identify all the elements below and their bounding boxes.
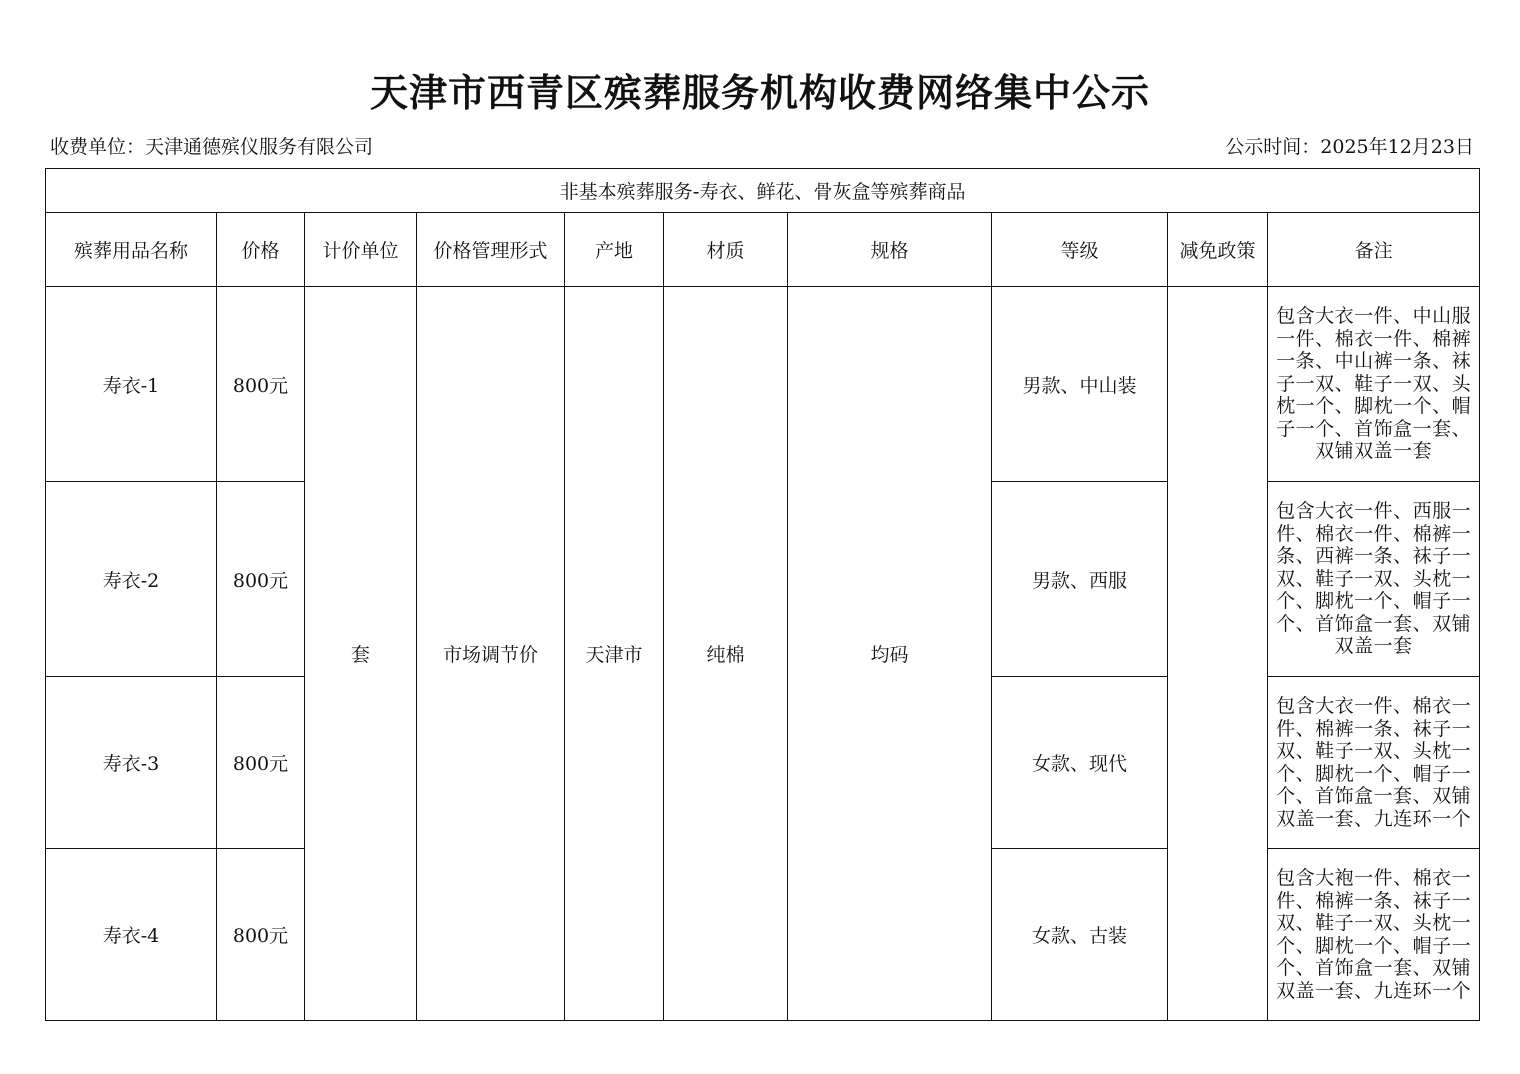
header-cell: 材质 xyxy=(664,213,788,287)
price-form-cell: 市场调节价 xyxy=(417,287,565,1021)
note-cell: 包含大衣一件、中山服一件、棉衣一件、棉裤一条、中山裤一条、袜子一双、鞋子一双、头枕一个、脚枕一个、帽子一个、首饰盒一套、双铺双盖一套 xyxy=(1268,287,1480,482)
fee-table xyxy=(45,168,1480,1021)
section-title: 非基本殡葬服务-寿衣、鲜花、骨灰盒等殡葬商品 xyxy=(46,169,1480,213)
policy-cell xyxy=(1168,287,1268,1021)
price-cell: 800元 xyxy=(217,849,305,1021)
header-cell: 计价单位 xyxy=(305,213,417,287)
page-title: 天津市西青区殡葬服务机构收费网络集中公示 xyxy=(369,70,1150,115)
header-cell: 产地 xyxy=(565,213,664,287)
note-cell: 包含大衣一件、西服一件、棉衣一件、棉裤一条、西裤一条、袜子一双、鞋子一双、头枕一个、脚枕一个、帽子一个、首饰盒一套、双铺双盖一套 xyxy=(1268,482,1480,677)
note-cell: 包含大袍一件、棉衣一件、棉裤一条、袜子一双、鞋子一双、头枕一个、脚枕一个、帽子一个、首饰盒一套、双铺双盖一套、九连环一个 xyxy=(1268,849,1480,1021)
publish-time-value: 2025年12月23日 xyxy=(1320,136,1474,158)
item-name-cell: 寿衣-4 xyxy=(46,849,217,1021)
grade-cell: 男款、中山装 xyxy=(992,287,1168,482)
grade-cell: 女款、古装 xyxy=(992,849,1168,1021)
header-cell: 价格管理形式 xyxy=(417,213,565,287)
header-cell: 等级 xyxy=(992,213,1168,287)
publish-time xyxy=(1225,132,1474,159)
origin-cell: 天津市 xyxy=(565,287,664,1021)
pricing-unit-cell: 套 xyxy=(305,287,417,1021)
item-name-cell: 寿衣-2 xyxy=(46,482,217,677)
charging-unit xyxy=(50,132,373,159)
price-cell: 800元 xyxy=(217,287,305,482)
header-cell: 规格 xyxy=(788,213,992,287)
grade-cell: 男款、西服 xyxy=(992,482,1168,677)
item-name-cell: 寿衣-1 xyxy=(46,287,217,482)
item-name-cell: 寿衣-3 xyxy=(46,677,217,849)
note-cell: 包含大衣一件、棉衣一件、棉裤一条、袜子一双、鞋子一双、头枕一个、脚枕一个、帽子一个、首饰盒一套、双铺双盖一套、九连环一个 xyxy=(1268,677,1480,849)
charging-unit-label: 收费单位： xyxy=(50,136,146,158)
charging-unit-value: 天津通德殡仪服务有限公司 xyxy=(145,136,374,158)
spec-cell: 均码 xyxy=(788,287,992,1021)
material-cell: 纯棉 xyxy=(664,287,788,1021)
header-cell: 殡葬用品名称 xyxy=(46,213,217,287)
table-row xyxy=(46,287,1480,482)
publish-time-label: 公示时间： xyxy=(1225,136,1321,158)
table-header-row xyxy=(46,213,1480,287)
grade-cell: 女款、现代 xyxy=(992,677,1168,849)
header-cell: 备注 xyxy=(1268,213,1480,287)
header-cell: 价格 xyxy=(217,213,305,287)
price-cell: 800元 xyxy=(217,677,305,849)
header-cell: 减免政策 xyxy=(1168,213,1268,287)
price-cell: 800元 xyxy=(217,482,305,677)
